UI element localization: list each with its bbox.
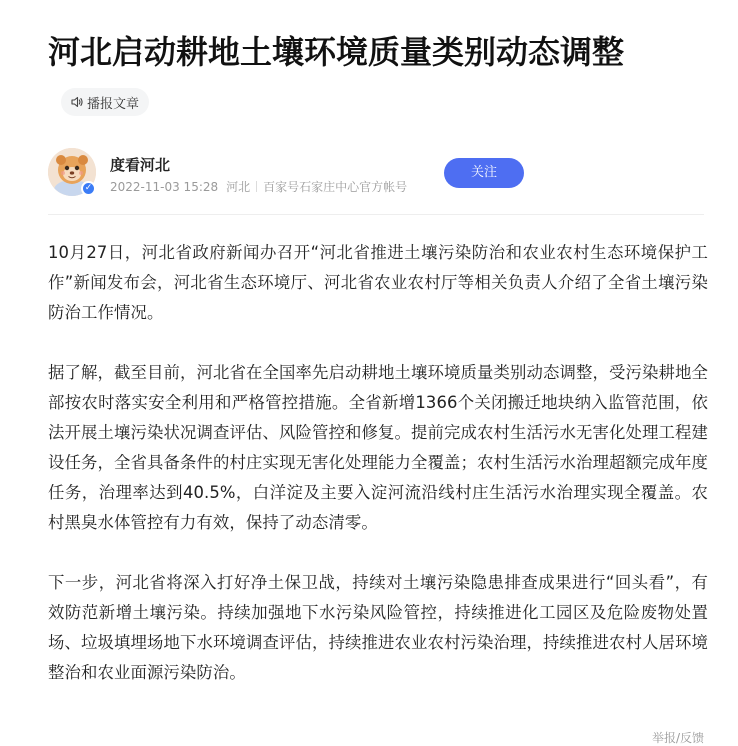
header-divider [48, 214, 704, 215]
publish-datetime: 2022-11-03 15:28 [110, 179, 219, 194]
listen-article-label: 播报文章 [87, 96, 140, 112]
author-description: 百家号石家庄中心官方帐号 [263, 180, 408, 194]
verified-badge-icon: ✓ [81, 181, 96, 196]
publish-location: 河北 [226, 180, 251, 194]
article-paragraph: 10月27日，河北省政府新闻办召开“河北省推进土壤污染防治和农业农村生态环境保护工作”新闻发布会，河北省生态环境厅、河北省农业农村厅等相关负责人介绍了全省土壤污染防治工作情况。 [48, 243, 708, 322]
author-name[interactable]: 度看河北 [110, 156, 171, 174]
follow-button[interactable]: 关注 [444, 158, 524, 188]
article-body [48, 238, 708, 718]
report-feedback-link[interactable]: 举报/反馈 [652, 731, 705, 745]
article-paragraph: 下一步，河北省将深入打好净土保卫战，持续对土壤污染隐患排查成果进行“回头看”，有效防范新增土壤污染。持续加强地下水污染风险管控，持续推进化工园区及危险废物处置场、垃圾填埋场地下水环境调查评估，持续推进农业农村污染治理，持续推进农村人居环境整治和农业面源污染防治。 [48, 573, 708, 682]
article-paragraph: 据了解，截至目前，河北省在全国率先启动耕地土壤环境质量类别动态调整，受污染耕地全部按农时落实安全利用和严格管控措施。全省新增1366个关闭搬迁地块纳入监管范围，依法开展土壤污染状况调查评估、风险管控和修复。提前完成农村生活污水无害化处理工程建设任务，全省具备条件的村庄实现无害化处理能力全覆盖；农村生活污水治理超额完成年度任务，治理率达到40.5%，白洋淀及主要入淀河流沿线村庄生活污水治理实现全覆盖。农村黑臭水体管控有力有效，保持了动态清零。 [48, 363, 708, 532]
article-title: 河北启动耕地土壤环境质量类别动态调整 [48, 33, 625, 71]
speaker-icon [70, 95, 84, 109]
meta-divider [256, 181, 257, 192]
article-meta [110, 178, 407, 195]
author-info [48, 148, 704, 198]
listen-article-button[interactable] [61, 88, 149, 116]
